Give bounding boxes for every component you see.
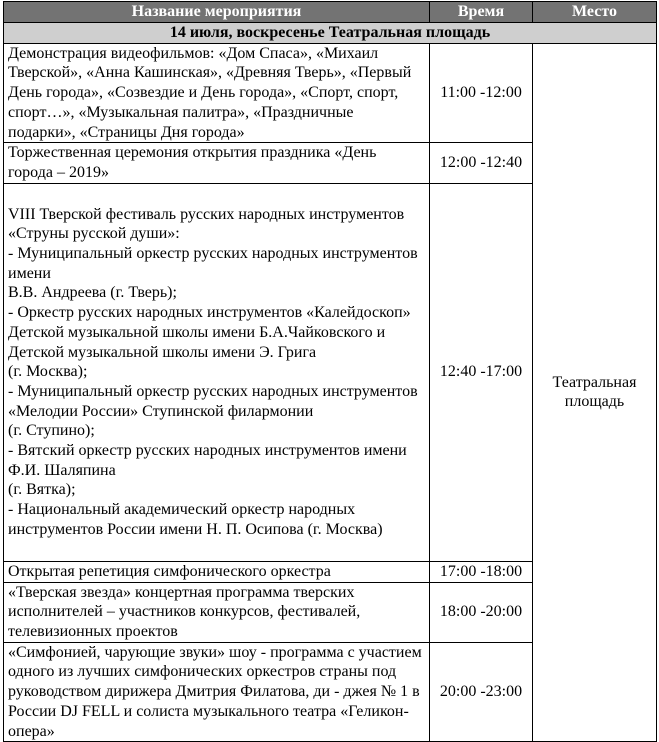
header-event-name: Название мероприятия (4, 2, 430, 23)
table-row (4, 43, 657, 143)
schedule-table (3, 1, 657, 742)
header-row (4, 2, 657, 23)
event-time: 18:00 -20:00 (430, 582, 533, 642)
event-place: Театральная площадь (533, 43, 657, 742)
event-time: 12:00 -12:40 (430, 143, 533, 183)
event-description: Открытая репетиция симфонического оркестра (4, 561, 430, 582)
event-description: Торжественная церемония открытия праздника «День города – 2019» (4, 143, 430, 183)
event-time: 17:00 -18:00 (430, 561, 533, 582)
event-description: VIII Тверской фестиваль русских народных инструментов «Струны русской души»: - Муниципальный оркестр русских народных инструментов имени В.В. Андреева (г. Тверь); - Оркестр русских народных инструментов «Калейдоскоп» Детской музыкальной школы имени Б.А.Чайковского и Детской музыкальной школы имени Э. Грига (г. Москва); - Муниципальный оркестр русских народных инструментов «Мелодии России» Ступинской филармонии (г. Ступино); - Вятский оркестр русских народных инструментов имени Ф.И. Шаляпина (г. Вятка); - Национальный академический оркестр народных инструментов России имени Н. П. Осипова (г. Москва) (4, 183, 430, 561)
event-description: «Тверская звезда» концертная программа тверских исполнителей – участников конкурсов, фестивалей, телевизионных проектов (4, 582, 430, 642)
day-heading: 14 июля, воскресенье Театральная площадь (4, 23, 657, 44)
event-description: «Симфонией, чарующие звуки» шоу - программа с участием одного из лучших симфонических оркестров страны под руководством дирижера Дмитрия Филатова, ди - джея № 1 в России DJ FELL и солиста музыкального театра «Геликон-опера» (4, 642, 430, 742)
header-time: Время (430, 2, 533, 23)
day-heading-row (4, 23, 657, 44)
event-time: 11:00 -12:00 (430, 43, 533, 143)
header-place: Место (533, 2, 657, 23)
event-time: 12:40 -17:00 (430, 183, 533, 561)
event-time: 20:00 -23:00 (430, 642, 533, 742)
event-description: Демонстрация видеофильмов: «Дом Спаса», «Михаил Тверской», «Анна Кашинская», «Древняя Тверь», «Первый День города», «Созвездие и День города», «Спорт, спорт, спорт…», «Музыкальная палитра», «Праздничные подарки», «Страницы Дня города» (4, 43, 430, 143)
